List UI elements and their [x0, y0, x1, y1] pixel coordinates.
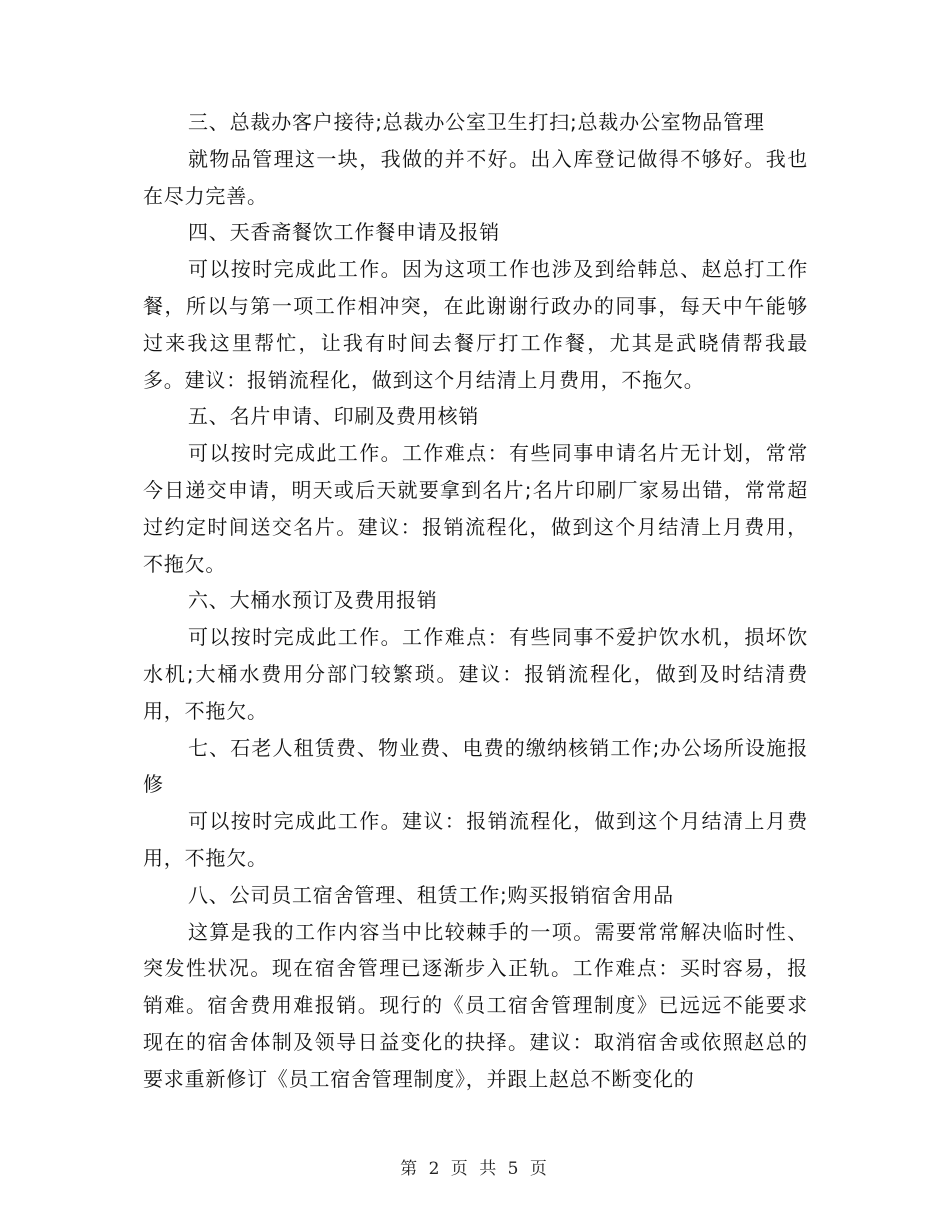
section-heading-8: 八、公司员工宿舍管理、租赁工作;购买报销宿舍用品	[188, 882, 674, 907]
document-body	[143, 104, 808, 1098]
section-heading-7: 七、石老人租赁费、物业费、电费的缴纳核销工作;办公场所设施报修	[143, 735, 808, 797]
page-footer: 第 2 页 共 5 页	[400, 1159, 550, 1179]
paragraph: 可以按时完成此工作。建议：报销流程化，做到这个月结清上月费用，不拖欠。	[143, 809, 808, 870]
paragraph: 可以按时完成此工作。工作难点：有些同事不爱护饮水机，损坏饮水机;大桶水费用分部门较繁琐。建议：报销流程化，做到及时结清费用，不拖欠。	[143, 625, 808, 723]
paragraph: 可以按时完成此工作。工作难点：有些同事申请名片无计划，常常今日递交申请，明天或后天就要拿到名片;名片印刷厂家易出错，常常超过约定时间送交名片。建议：报销流程化，做到这个月结清上月费用，不拖欠。	[143, 441, 808, 576]
section-heading-4: 四、天香斋餐饮工作餐申请及报销	[188, 220, 500, 245]
section-heading-3: 三、总裁办客户接待;总裁办公室卫生打扫;总裁办公室物品管理	[188, 110, 765, 134]
section-heading-5: 五、名片申请、印刷及费用核销	[188, 404, 480, 429]
paragraph: 可以按时完成此工作。因为这项工作也涉及到给韩总、赵总打工作餐，所以与第一项工作相冲突，在此谢谢行政办的同事，每天中午能够过来我这里帮忙，让我有时间去餐厅打工作餐，尤其是武晓倩帮我最多。建议：报销流程化，做到这个月结清上月费用，不拖欠。	[143, 257, 808, 392]
section-heading-6: 六、大桶水预订及费用报销	[188, 588, 438, 613]
paragraph: 这算是我的工作内容当中比较棘手的一项。需要常常解决临时性、突发性状况。现在宿舍管理已逐渐步入正轨。工作难点：买时容易，报销难。宿舍费用难报销。现行的《员工宿舍管理制度》已远远不能要求现在的宿舍体制及领导日益变化的抉择。建议：取消宿舍或依照赵总的要求重新修订《员工宿舍管理制度》，并跟上赵总不断变化的	[143, 919, 808, 1091]
paragraph: 就物品管理这一块，我做的并不好。出入库登记做得不够好。我也在尽力完善。	[143, 146, 808, 208]
